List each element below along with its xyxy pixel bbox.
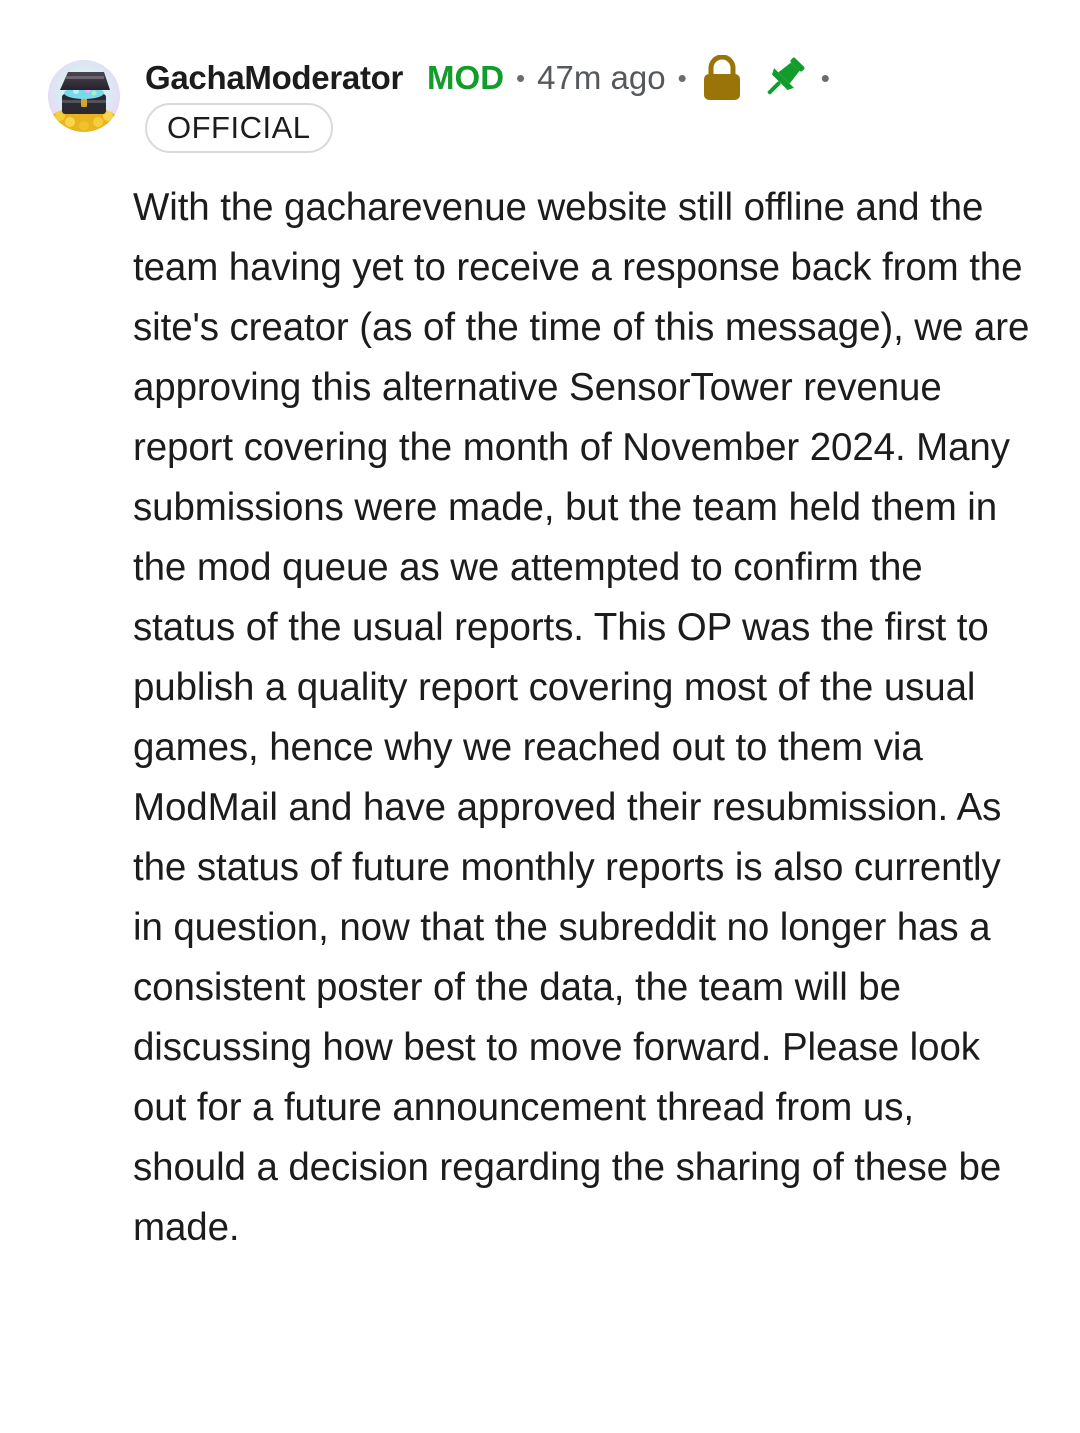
- comment-timestamp: 47m ago: [537, 59, 666, 96]
- treasure-chest-icon: [48, 60, 120, 132]
- user-flair: OFFICIAL: [145, 103, 333, 153]
- pin-icon: [759, 54, 809, 102]
- author-username[interactable]: GachaModerator: [145, 59, 404, 96]
- comment-header: [145, 54, 842, 102]
- avatar[interactable]: [48, 60, 120, 132]
- mod-badge: MOD: [427, 59, 505, 96]
- lock-icon: [701, 55, 743, 101]
- separator-dot: •: [516, 63, 526, 93]
- separator-dot: •: [820, 63, 830, 93]
- separator-dot: •: [677, 63, 687, 93]
- comment-body: With the gacharevenue website still offline and the team having yet to receive a response back from the site's creator (as of the time of this message), we are approving this alternative SensorTower revenue report covering the month of November 2024. Many submissions were made, but the team held them in the mod queue as we attempted to confirm the status of the usual reports. This OP was the first to publish a quality report covering most of the usual games, hence why we reached out to them via ModMail and have approved their resubmission. As the status of future monthly reports is also currently in question, now that the subreddit no longer has a consistent poster of the data, the team will be discussing how best to move forward. Please look out for a future announcement thread from us, should a decision regarding the sharing of these be made.: [133, 186, 1030, 1249]
